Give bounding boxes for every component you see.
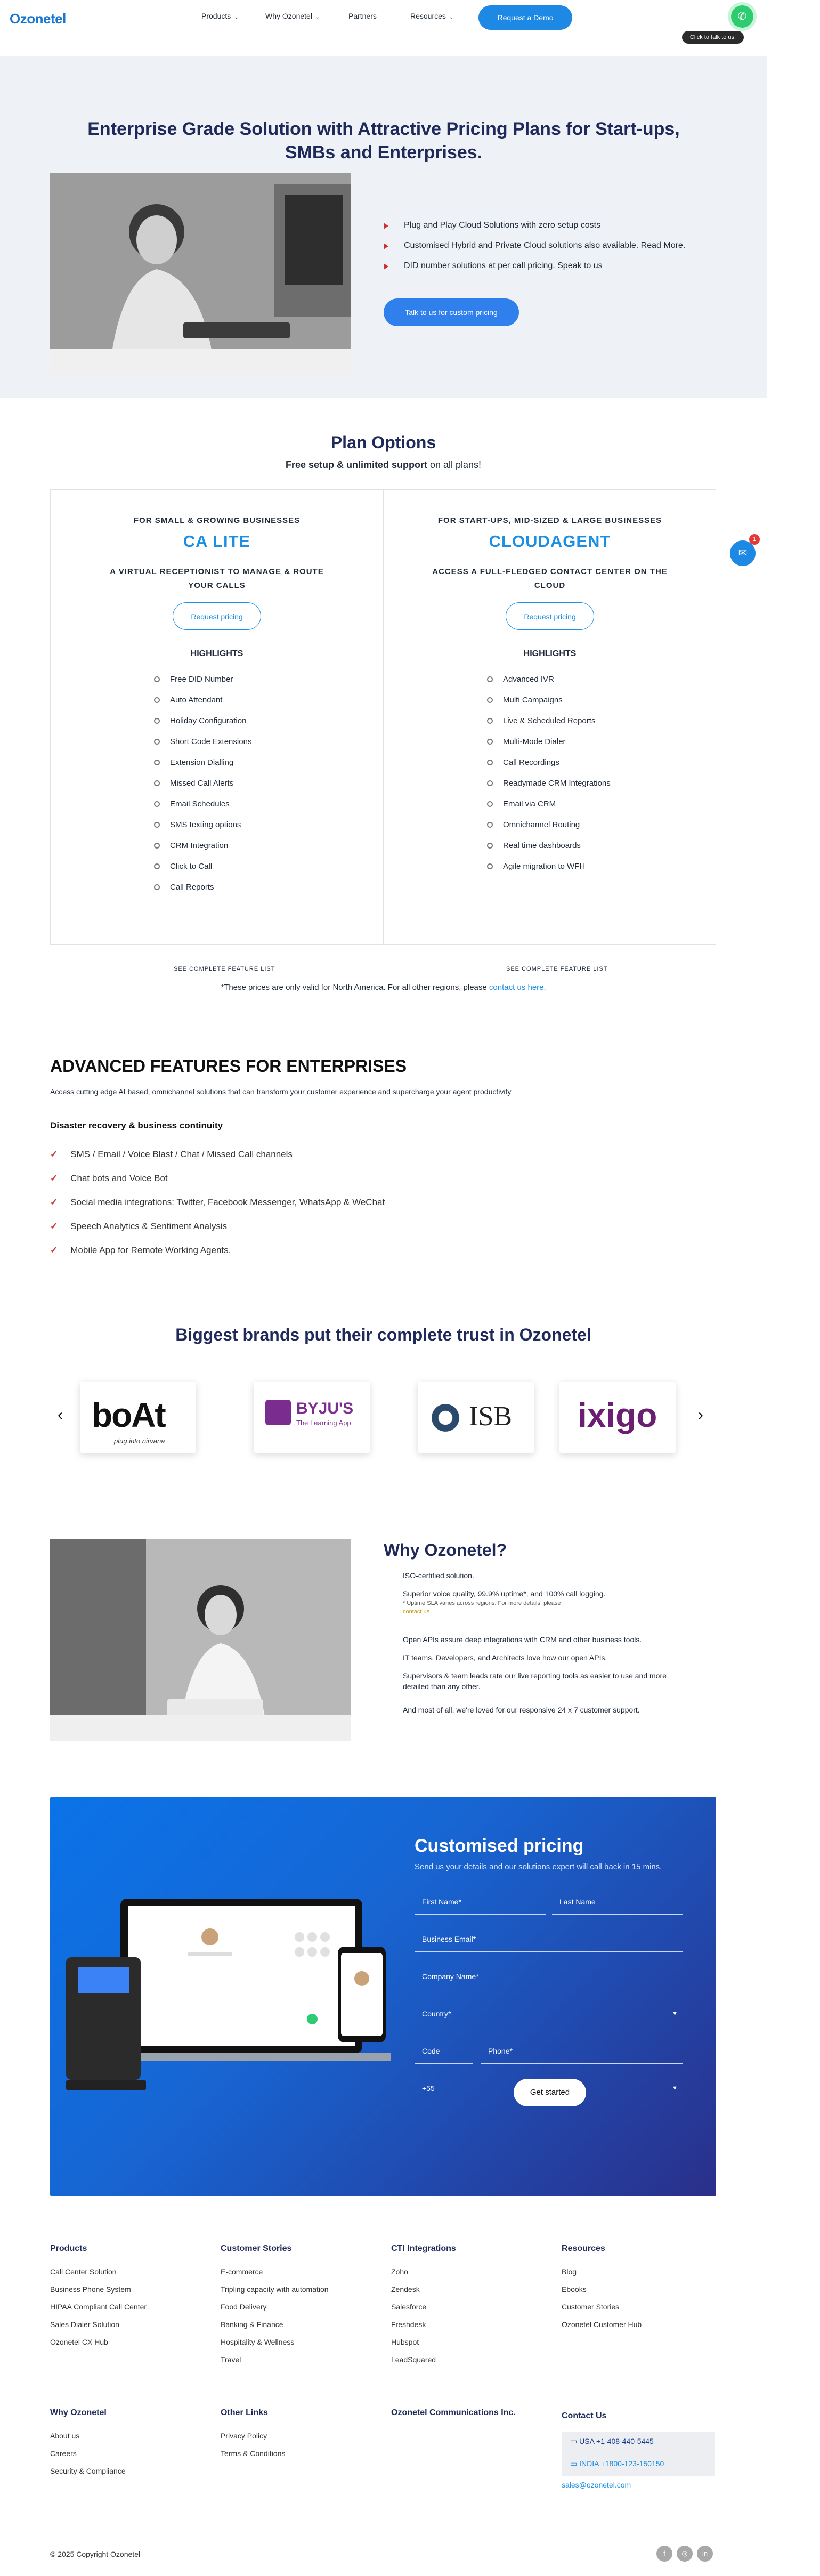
isb-globe-icon — [429, 1402, 461, 1434]
business-email-field[interactable]: Business Email* — [415, 1932, 683, 1952]
carousel-next-icon[interactable]: › — [698, 1406, 703, 1424]
feature-label: CRM Integration — [170, 841, 229, 850]
feature-label: Multi-Mode Dialer — [503, 737, 566, 746]
footer-link[interactable]: Tripling capacity with automation — [221, 2285, 329, 2294]
circle-bullet-icon — [487, 739, 493, 745]
plan-options-title: Plan Options — [330, 433, 436, 452]
hero-bullet-text: Plug and Play Cloud Solutions with zero setup costs — [404, 221, 601, 230]
office-illustration — [50, 1539, 351, 1741]
circle-bullet-icon — [487, 822, 493, 828]
footer-link[interactable]: Hubspot — [391, 2338, 419, 2346]
circle-bullet-icon — [154, 884, 160, 890]
hero-bullet-text: DID number solutions at per call pricing. Speak to us — [404, 261, 603, 270]
footer-link[interactable]: About us — [50, 2432, 80, 2440]
circle-bullet-icon — [487, 863, 493, 869]
brand-logo-boat: boAt — [92, 1396, 165, 1434]
feature-label: Short Code Extensions — [170, 737, 252, 746]
feature-item — [154, 758, 233, 767]
circle-bullet-icon — [154, 676, 160, 682]
country-select[interactable] — [415, 2006, 683, 2026]
triangle-bullet-icon — [384, 223, 388, 229]
footer-link[interactable]: HIPAA Compliant Call Center — [50, 2303, 147, 2311]
custom-pricing-form-section — [50, 1797, 716, 2196]
india-phone-text: INDIA +1800-123-150150 — [579, 2459, 664, 2468]
feature-label: Call Reports — [170, 883, 214, 892]
sales-email-link[interactable]: sales@ozonetel.com — [562, 2481, 631, 2489]
footer-link[interactable]: Zoho — [391, 2267, 408, 2276]
phone-prefix-value: +55 — [422, 2084, 435, 2093]
hero-bullet — [384, 241, 685, 251]
feature-item — [487, 862, 585, 871]
footer-link[interactable]: Security & Compliance — [50, 2467, 126, 2475]
feature-item — [487, 820, 580, 829]
usa-phone-text: USA +1-408-440-5445 — [579, 2437, 654, 2445]
feature-label: Live & Scheduled Reports — [503, 716, 596, 725]
feature-label: Free DID Number — [170, 675, 233, 684]
why-image — [50, 1539, 351, 1741]
highlights-heading: HIGHLIGHTS — [190, 649, 243, 658]
plan-cloudagent — [384, 489, 716, 945]
get-started-button[interactable]: Get started — [514, 2079, 586, 2106]
advanced-feature-label: Mobile App for Remote Working Agents. — [70, 1245, 231, 1255]
circle-bullet-icon — [154, 718, 160, 724]
check-icon: ✓ — [50, 1221, 58, 1231]
india-flag-icon: ▭ — [570, 2459, 580, 2468]
plan-audience: FOR START-UPS, MID-SIZED & LARGE BUSINESSES — [437, 516, 662, 525]
check-icon: ✓ — [50, 1245, 58, 1255]
first-name-field[interactable]: First Name* — [415, 1894, 546, 1915]
nav-products-label: Products — [201, 12, 231, 20]
advanced-feature-label: Speech Analytics & Sentiment Analysis — [70, 1221, 228, 1231]
brand-logo-ixigo: ixigo — [578, 1396, 657, 1434]
chevron-down-icon: ⌄ — [315, 14, 320, 20]
footer-link[interactable]: Food Delivery — [221, 2303, 267, 2311]
whatsapp-icon[interactable]: ✆ — [731, 5, 753, 28]
hero-bullet — [384, 261, 603, 271]
form-title: Customised pricing — [415, 1836, 584, 1856]
advanced-feature-label: Social media integrations: Twitter, Facebook Messenger, WhatsApp & WeChat — [70, 1197, 385, 1207]
circle-bullet-icon — [487, 843, 493, 849]
footer-link[interactable]: Banking & Finance — [221, 2320, 283, 2329]
copyright: © 2025 Copyright Ozonetel — [50, 2550, 141, 2558]
footer-heading-why: Why Ozonetel — [50, 2408, 107, 2417]
facebook-icon[interactable]: f — [656, 2546, 672, 2562]
phone-field[interactable]: Phone* — [481, 2044, 683, 2064]
hero-image — [50, 173, 351, 375]
footer-link[interactable]: Terms & Conditions — [221, 2449, 286, 2458]
check-icon: ✓ — [50, 1149, 58, 1159]
agent-illustration — [50, 173, 351, 375]
feature-item — [487, 841, 581, 850]
nav-products[interactable] — [201, 12, 239, 20]
feature-label: Readymade CRM Integrations — [503, 779, 611, 788]
brand-card-boat — [80, 1382, 196, 1453]
request-pricing-button[interactable]: Request pricing — [506, 602, 594, 630]
see-feature-list-link[interactable]: SEE COMPLETE FEATURE LIST — [174, 966, 275, 972]
footer-link[interactable]: Hospitality & Wellness — [221, 2338, 295, 2346]
feature-label: SMS texting options — [170, 820, 241, 829]
request-pricing-button[interactable]: Request pricing — [173, 602, 261, 630]
footer-heading-resources: Resources — [562, 2244, 605, 2253]
carousel-prev-icon[interactable]: ‹ — [58, 1406, 63, 1424]
footer-heading-cti: CTI Integrations — [391, 2244, 456, 2253]
whatsapp-tooltip: Click to talk to us! — [682, 31, 744, 44]
feature-item — [487, 675, 554, 684]
check-icon: ✓ — [50, 1197, 58, 1207]
footer-link[interactable]: Business Phone System — [50, 2285, 131, 2294]
chevron-down-icon: ⌄ — [234, 14, 239, 20]
plan-name: CLOUDAGENT — [489, 532, 611, 551]
footer-link[interactable]: Travel — [221, 2355, 241, 2364]
plan-description: ACCESS A FULL-FLEDGED CONTACT CENTER ON THE CLOUD — [432, 567, 668, 590]
circle-bullet-icon — [154, 697, 160, 703]
feature-item — [154, 862, 212, 871]
hero-bullet-text: Customised Hybrid and Private Cloud solutions also available. Read More. — [404, 241, 686, 250]
nav-resources[interactable] — [410, 12, 453, 20]
instagram-icon[interactable]: ◎ — [677, 2546, 693, 2562]
advanced-feature-label: Chat bots and Voice Bot — [70, 1173, 168, 1183]
feature-label: Auto Attendant — [170, 696, 223, 705]
circle-bullet-icon — [487, 760, 493, 765]
circle-bullet-icon — [487, 718, 493, 724]
pricing-note-text: *These prices are only valid for North America. For all other regions, please — [221, 983, 489, 992]
advanced-features-title: ADVANCED FEATURES FOR ENTERPRISES — [50, 1056, 407, 1076]
feature-item — [487, 696, 563, 705]
nav-partners[interactable]: Partners — [348, 12, 377, 20]
circle-bullet-icon — [154, 739, 160, 745]
footer-link[interactable]: E-commerce — [221, 2267, 263, 2276]
feature-label: Advanced IVR — [503, 675, 554, 684]
feature-label: Email via CRM — [503, 800, 556, 809]
feature-item — [154, 675, 233, 684]
usa-phone[interactable] — [570, 2437, 654, 2446]
contact-us-link[interactable]: contact us here. — [489, 983, 546, 992]
why-point: ISO-certified solution. — [403, 1571, 474, 1580]
feature-item — [154, 883, 214, 892]
advanced-feature-item — [50, 1245, 231, 1256]
feature-item — [487, 716, 595, 725]
dropdown-arrow-icon: ▼ — [672, 2085, 678, 2092]
circle-bullet-icon — [154, 843, 160, 849]
footer-heading-products: Products — [50, 2244, 87, 2253]
chat-badge: 1 — [749, 534, 760, 545]
brand-card-byjus — [254, 1382, 370, 1453]
advanced-feature-item — [50, 1173, 168, 1184]
brand-tagline: plug into nirvana — [114, 1437, 165, 1445]
advanced-feature-label: SMS / Email / Voice Blast / Chat / Missed Call channels — [70, 1149, 293, 1159]
feature-label: Extension Dialling — [170, 758, 234, 767]
feature-item — [154, 737, 251, 746]
feature-label: Call Recordings — [503, 758, 559, 767]
feature-label: Omnichannel Routing — [503, 820, 580, 829]
nav-why-ozonetel[interactable] — [265, 12, 320, 20]
footer-link[interactable]: Blog — [562, 2267, 577, 2276]
why-point: And most of all, we're loved for our responsive 24 x 7 customer support. — [403, 1706, 640, 1714]
nav-resources-label: Resources — [410, 12, 446, 20]
feature-item — [154, 841, 228, 850]
why-point: Open APIs assure deep integrations with CRM and other business tools. — [403, 1635, 642, 1644]
ozonetel-logo[interactable]: Ozonetel — [10, 11, 66, 27]
brand-logo-byjus: BYJU'S — [296, 1400, 354, 1417]
devices-illustration — [50, 1797, 391, 2196]
circle-bullet-icon — [487, 780, 493, 786]
circle-bullet-icon — [154, 780, 160, 786]
circle-bullet-icon — [154, 863, 160, 869]
chat-icon[interactable]: ✉ — [730, 540, 756, 566]
circle-bullet-icon — [487, 697, 493, 703]
feature-item — [154, 820, 241, 829]
brand-card-ixigo — [559, 1382, 676, 1453]
why-title: Why Ozonetel? — [384, 1540, 507, 1560]
plan-audience: FOR SMALL & GROWING BUSINESSES — [133, 516, 301, 525]
advanced-feature-item — [50, 1149, 293, 1160]
contact-us-heading: Contact Us — [562, 2411, 607, 2420]
footer-link[interactable]: Customer Stories — [562, 2303, 620, 2311]
plans-subtitle-rest: on all plans! — [427, 459, 482, 470]
why-contact-link[interactable]: contact us — [403, 1609, 430, 1615]
check-icon: ✓ — [50, 1173, 58, 1183]
why-point — [403, 1588, 701, 1616]
feature-label: Multi Campaigns — [503, 696, 563, 705]
feature-label: Email Schedules — [170, 800, 230, 809]
hero-title: Enterprise Grade Solution with Attractive Pricing Plans for Start-ups, SMBs and Enterprises. — [87, 119, 680, 163]
feature-item — [487, 737, 566, 746]
chevron-down-icon: ⌄ — [449, 14, 454, 20]
triangle-bullet-icon — [384, 243, 388, 249]
advanced-feature-item — [50, 1221, 227, 1232]
last-name-field[interactable]: Last Name — [552, 1894, 683, 1915]
circle-bullet-icon — [154, 822, 160, 828]
footer-link[interactable]: Ozonetel CX Hub — [50, 2338, 108, 2346]
footer-heading-stories: Customer Stories — [221, 2244, 292, 2253]
why-point: IT teams, Developers, and Architects love how our open APIs. — [403, 1653, 607, 1662]
circle-bullet-icon — [487, 801, 493, 807]
footer-heading-other: Other Links — [221, 2408, 268, 2417]
why-point-text: Superior voice quality, 99.9% uptime*, and 100% call logging. — [403, 1589, 606, 1598]
plan-ca-lite — [51, 489, 383, 945]
footer-link[interactable]: Sales Dialer Solution — [50, 2320, 119, 2329]
feature-item — [487, 779, 611, 788]
feature-item — [154, 716, 246, 725]
country-select-label: Country* — [422, 2009, 451, 2018]
circle-bullet-icon — [154, 801, 160, 807]
feature-item — [154, 696, 222, 705]
see-feature-list-link[interactable]: SEE COMPLETE FEATURE LIST — [506, 966, 608, 972]
advanced-feature-item — [50, 1197, 385, 1208]
footer-link[interactable]: Zendesk — [391, 2285, 420, 2294]
footer-link[interactable]: Ebooks — [562, 2285, 587, 2294]
nav-why-label: Why Ozonetel — [265, 12, 312, 20]
footer-link[interactable]: Careers — [50, 2449, 77, 2458]
footer-link[interactable]: LeadSquared — [391, 2355, 436, 2364]
feature-item — [487, 800, 556, 809]
circle-bullet-icon — [487, 676, 493, 682]
brands-title: Biggest brands put their complete trust in Ozonetel — [175, 1325, 591, 1344]
feature-item — [487, 758, 559, 767]
us-flag-icon: ▭ — [570, 2437, 580, 2445]
byjus-mark-icon — [265, 1400, 291, 1425]
advanced-features-subtitle: Access cutting edge AI based, omnichannel solutions that can transform your customer experience and supercharge your agent productivity — [50, 1087, 512, 1096]
form-subtitle: Send us your details and our solutions expert will call back in 15 mins. — [415, 1862, 662, 1871]
why-point: Supervisors & team leads rate our live reporting tools as easier to use and more detailed than any other. — [403, 1671, 667, 1691]
brand-card-isb — [418, 1382, 534, 1453]
country-code-field[interactable]: Code — [415, 2044, 473, 2064]
pricing-note — [0, 983, 767, 992]
plan-name: CA LITE — [183, 532, 251, 551]
linkedin-icon[interactable]: in — [697, 2546, 713, 2562]
footer-link[interactable]: Call Center Solution — [50, 2267, 117, 2276]
footer-link[interactable]: Salesforce — [391, 2303, 427, 2311]
triangle-bullet-icon — [384, 263, 388, 270]
hero-bullet — [384, 221, 600, 230]
footer-link[interactable]: Freshdesk — [391, 2320, 426, 2329]
company-name-field[interactable]: Company Name* — [415, 1969, 683, 1989]
why-footnote: * Uptime SLA varies across regions. For more details, please — [403, 1600, 561, 1606]
plan-options-subtitle — [0, 459, 767, 471]
brand-logo-isb: ISB — [469, 1401, 512, 1432]
custom-pricing-button[interactable]: Talk to us for custom pricing — [384, 298, 519, 326]
highlights-heading: HIGHLIGHTS — [523, 649, 577, 658]
request-demo-button[interactable]: Request a Demo — [478, 5, 572, 30]
footer-link[interactable]: Ozonetel Customer Hub — [562, 2320, 642, 2329]
dropdown-arrow-icon: ▼ — [672, 2010, 678, 2017]
feature-label: Agile migration to WFH — [503, 862, 586, 871]
brand-tagline: The Learning App — [296, 1419, 351, 1427]
india-phone[interactable] — [570, 2459, 664, 2468]
footer-link[interactable]: Privacy Policy — [221, 2432, 267, 2440]
feature-item — [154, 800, 230, 809]
plans-subtitle-bold: Free setup & unlimited support — [285, 459, 427, 470]
circle-bullet-icon — [154, 760, 160, 765]
advanced-features-heading: Disaster recovery & business continuity — [50, 1120, 223, 1130]
feature-label: Missed Call Alerts — [170, 779, 234, 788]
feature-label: Holiday Configuration — [170, 716, 247, 725]
feature-label: Real time dashboards — [503, 841, 581, 850]
plan-description: A VIRTUAL RECEPTIONIST TO MANAGE & ROUTE YOUR CALLS — [110, 567, 324, 590]
footer-company-name: Ozonetel Communications Inc. — [391, 2408, 516, 2417]
feature-label: Click to Call — [170, 862, 213, 871]
feature-item — [154, 779, 233, 788]
